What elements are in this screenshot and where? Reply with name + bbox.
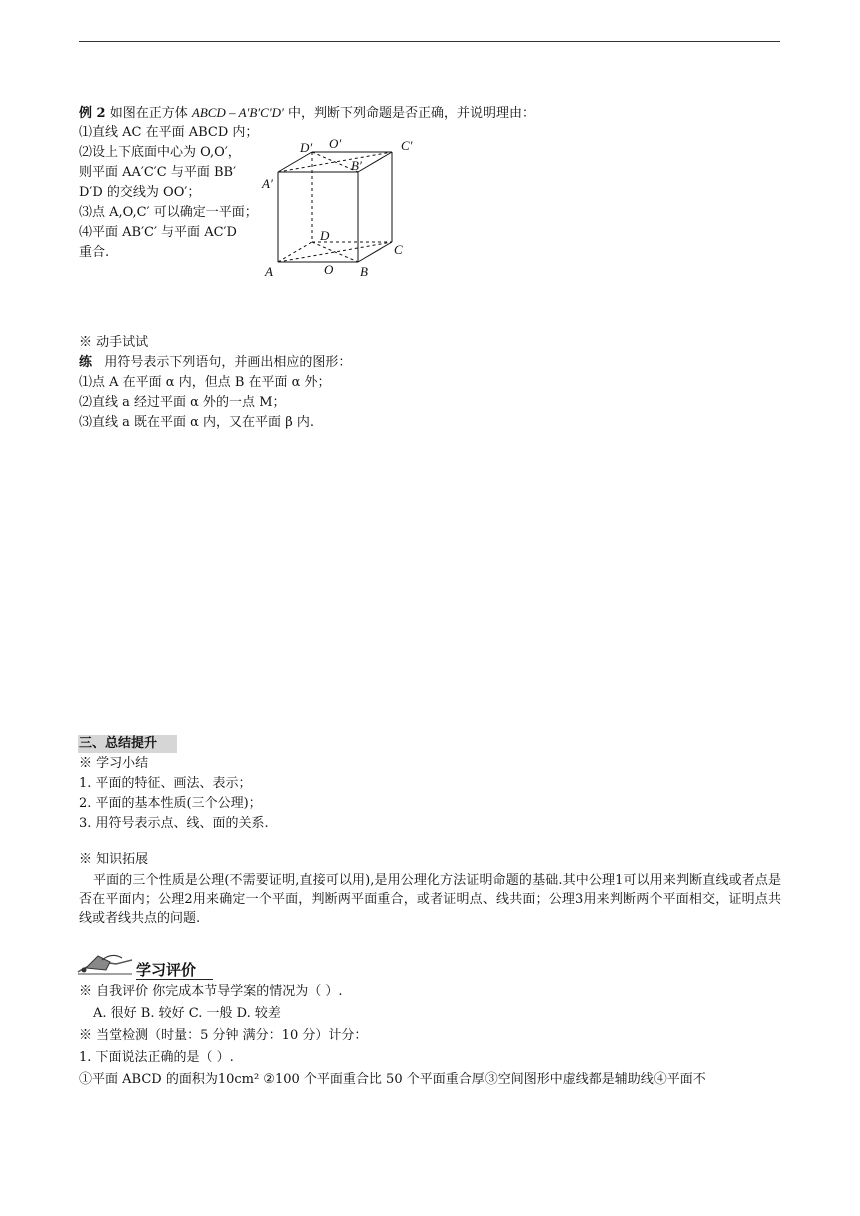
example-label: 例 2	[79, 106, 106, 121]
label-O: O	[324, 262, 334, 277]
practice-heading: ※ 动手试试	[79, 335, 149, 350]
example2-item-2-cont: 则平面 AA′C′C 与平面 BB′	[79, 165, 237, 180]
example-intro-end: 中，判断下列命题是否正确，并说明理由：	[288, 106, 536, 121]
header-rule	[79, 41, 780, 42]
study-summary-heading: ※ 学习小结	[79, 756, 149, 771]
study-evaluation-icon	[76, 950, 134, 976]
example2-item-3: ⑶点 A,O,C′ 可以确定一平面；	[79, 205, 258, 220]
diag-BD-hidden	[312, 242, 358, 262]
study-item-1: 1. 平面的特征、画法、表示；	[79, 776, 252, 791]
label-D: D	[320, 228, 330, 243]
label-Ap: A′	[262, 176, 273, 191]
example2-item-1: ⑴直线 AC 在平面 ABCD 内；	[79, 125, 259, 140]
edge-AD-hidden	[278, 242, 312, 262]
cube-figure	[260, 132, 420, 282]
study-item-2: 2. 平面的基本性质(三个公理)；	[79, 796, 262, 811]
example2-item-4-cont: 重合.	[79, 245, 110, 260]
question-1-options: ①平面 ABCD 的面积为10cm² ②100 个平面重合比 50 个平面重合厚③空间图形中虚线都是辅助线④平面不	[79, 1072, 706, 1087]
practice-item-2: ⑵直线 a 经过平面 α 外的一点 M；	[79, 395, 286, 410]
label-Bp: B′	[351, 158, 362, 173]
example2-item-2-cont2: D′D 的交线为 OO′；	[79, 185, 201, 200]
summary-section-title: 三、总结提升	[78, 735, 177, 753]
example2-item-4: ⑷平面 AB′C′ 与平面 AC′D	[79, 225, 237, 240]
example-intro: 如图在正方体	[109, 106, 188, 121]
example2-item-2: ⑵设上下底面中心为 O,O′，	[79, 145, 241, 160]
self-evaluation-options: A. 很好 B. 较好 C. 一般 D. 较差	[93, 1006, 281, 1021]
knowledge-extend-text: 平面的三个性质是公理(不需要证明,直接可以用),是用公理化方法证明命题的基础.其中公理1可以用来判断直线或者点是否在平面内；公理2用来确定一个平面，判断两平面重合，或者证明点、线共面；公理3用来判断两个平面相交，证明点共线或者线共点的问题.	[79, 873, 781, 926]
practice-item-3: ⑶直线 a 既在平面 α 内，又在平面 β 内.	[79, 415, 314, 430]
practice-intro	[79, 354, 351, 372]
example2-heading	[79, 104, 535, 123]
label-Dp: D′	[300, 140, 313, 155]
study-item-3: 3. 用符号表示点、线、面的关系.	[79, 816, 269, 831]
label-B: B	[360, 264, 368, 279]
example-cube-name: ABCD – A′B′C′D′	[191, 105, 284, 120]
study-evaluation-title: 学习评价	[136, 961, 213, 980]
question-1: 1. 下面说法正确的是（ ）.	[79, 1050, 234, 1065]
self-evaluation: ※ 自我评价 你完成本节导学案的情况为（ ）.	[79, 984, 343, 999]
test-heading: ※ 当堂检测（时量：5 分钟 满分：10 分）计分：	[79, 1028, 368, 1043]
practice-item-1: ⑴点 A 在平面 α 内，但点 B 在平面 α 外；	[79, 375, 331, 390]
practice-label: 练	[79, 355, 93, 370]
label-Cp: C′	[401, 138, 413, 153]
knowledge-extend-heading: ※ 知识拓展	[79, 852, 149, 867]
label-C: C	[394, 242, 403, 257]
edge-ApDp	[278, 152, 312, 172]
label-A: A	[265, 264, 273, 279]
practice-intro-text: 用符号表示下列语句，并画出相应的图形：	[104, 355, 352, 370]
label-Op: O′	[329, 136, 342, 151]
